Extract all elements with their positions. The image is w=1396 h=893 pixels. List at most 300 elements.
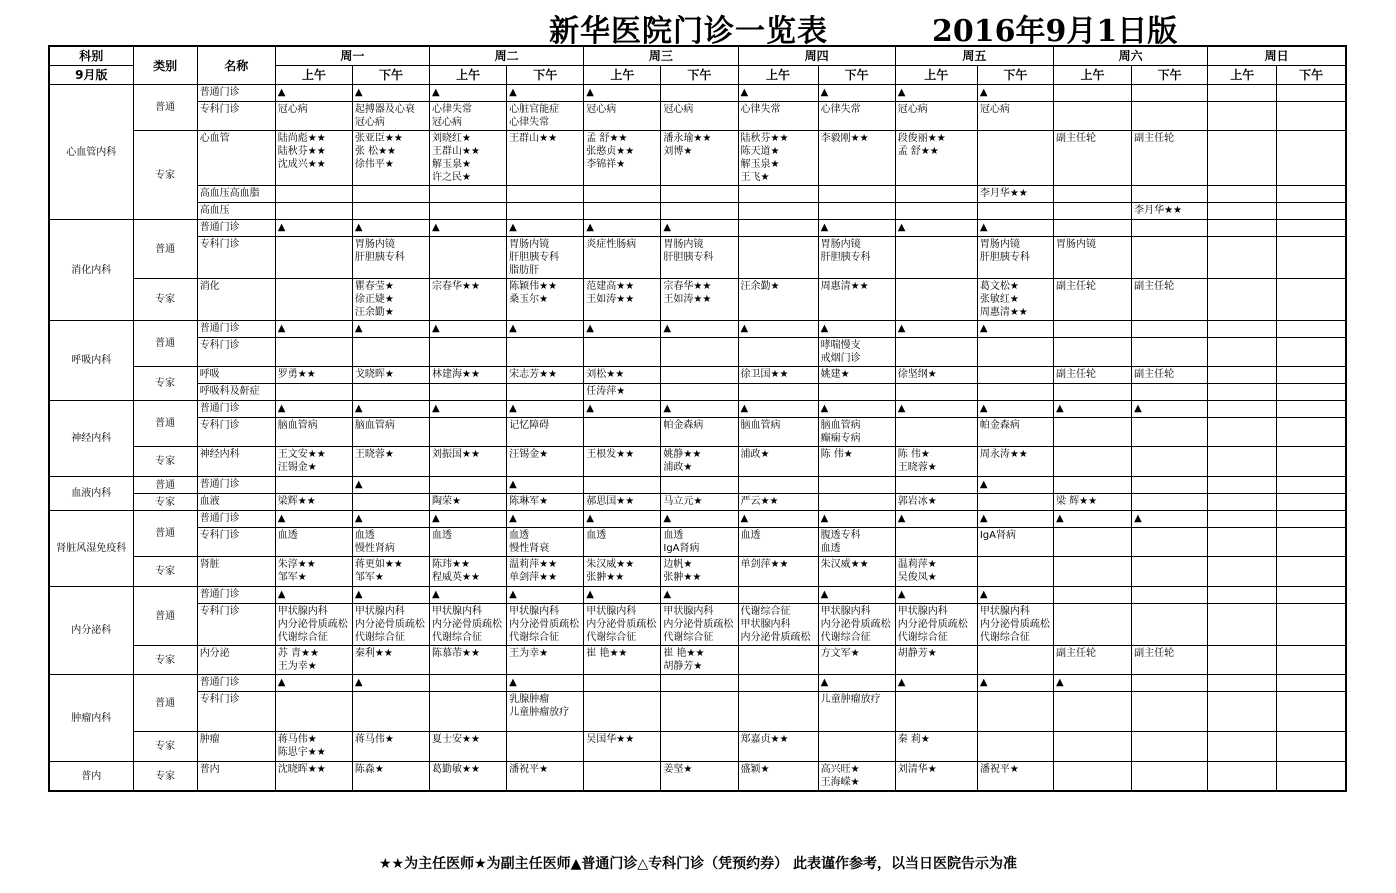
schedule-cell <box>430 692 507 732</box>
table-row <box>49 338 1346 367</box>
schedule-cell: 徐卫国★★ <box>738 367 818 384</box>
schedule-cell: ▲ <box>661 587 738 604</box>
schedule-cell <box>738 384 818 401</box>
schedule-cell: ▲ <box>275 220 352 237</box>
schedule-cell: ▲ <box>895 587 977 604</box>
schedule-cell <box>430 203 507 220</box>
schedule-cell: 陈 伟★ 王晓蓉★ <box>895 447 977 477</box>
schedule-cell: 血透 <box>430 528 507 557</box>
category-cell: 专家 <box>133 762 197 792</box>
clinic-name-cell: 肿瘤 <box>197 732 275 762</box>
category-cell: 专家 <box>133 494 197 511</box>
schedule-cell <box>430 384 507 401</box>
clinic-name-cell: 普通门诊 <box>197 587 275 604</box>
schedule-cell: 沈晓晖★★ <box>275 762 352 792</box>
schedule-cell: 单剑萍★★ <box>738 557 818 587</box>
header-pm: 下午 <box>507 66 584 85</box>
schedule-cell <box>977 131 1053 186</box>
schedule-cell <box>1053 587 1131 604</box>
schedule-cell: 李毅刚★★ <box>818 131 895 186</box>
schedule-cell: ▲ <box>584 587 661 604</box>
schedule-cell <box>1277 367 1346 384</box>
schedule-cell: 浦政★ <box>738 447 818 477</box>
schedule-cell: 副主任轮 <box>1053 279 1131 321</box>
schedule-cell <box>1132 85 1208 102</box>
schedule-cell: 郝思国★★ <box>584 494 661 511</box>
footer-legend: ★★为主任医师★为副主任医师▲普通门诊△专科门诊（凭预约券） 此表谨作参考，以当日医院告示为准 <box>378 856 1018 872</box>
schedule-cell <box>895 528 977 557</box>
schedule-cell: 张亚臣★★ 张 松★★ 徐伟平★ <box>352 131 429 186</box>
header-day: 周一 <box>275 46 429 66</box>
schedule-cell <box>275 692 352 732</box>
schedule-cell: 陆尚彪★★ 陆秋芬★★ 沈成兴★★ <box>275 131 352 186</box>
schedule-cell <box>977 692 1053 732</box>
schedule-cell: 乳腺肿瘤 儿童肿瘤放疗 <box>507 692 584 732</box>
schedule-cell: 严云★★ <box>738 494 818 511</box>
category-cell: 专家 <box>133 279 197 321</box>
schedule-cell: ▲ <box>430 401 507 418</box>
header-day: 周二 <box>430 46 584 66</box>
table-row <box>49 418 1346 447</box>
schedule-cell <box>895 186 977 203</box>
category-cell: 专家 <box>133 646 197 675</box>
schedule-cell <box>738 587 818 604</box>
schedule-cell <box>1053 203 1131 220</box>
schedule-cell: 副主任轮 <box>1053 131 1131 186</box>
header-am: 上午 <box>584 66 661 85</box>
schedule-cell <box>1277 203 1346 220</box>
header-edition: 9月版 <box>49 66 133 85</box>
schedule-cell: ▲ <box>977 401 1053 418</box>
schedule-cell <box>1053 321 1131 338</box>
clinic-name-cell: 普通门诊 <box>197 511 275 528</box>
schedule-cell: ▲ <box>275 401 352 418</box>
header-am: 上午 <box>1053 66 1131 85</box>
schedule-cell <box>1277 102 1346 131</box>
table-row <box>49 85 1346 102</box>
schedule-cell: 刘松★★ <box>584 367 661 384</box>
schedule-cell <box>895 237 977 279</box>
clinic-name-cell: 普通门诊 <box>197 220 275 237</box>
schedule-cell: 宋志芳★★ <box>507 367 584 384</box>
table-row <box>49 220 1346 237</box>
schedule-cell: 边帆★ 张翀★★ <box>661 557 738 587</box>
schedule-cell: 心律失常 冠心病 <box>430 102 507 131</box>
schedule-cell <box>1053 447 1131 477</box>
schedule-cell: 心律失常 <box>738 102 818 131</box>
dept-cell: 神经内科 <box>49 401 133 477</box>
schedule-cell: ▲ <box>275 587 352 604</box>
schedule-cell: 潘祝平★ <box>977 762 1053 792</box>
schedule-cell: 冠心病 <box>895 102 977 131</box>
schedule-cell <box>275 279 352 321</box>
header-name: 名称 <box>197 46 275 85</box>
schedule-cell <box>1277 604 1346 646</box>
schedule-cell: 脑血管病 <box>275 418 352 447</box>
schedule-cell: 甲状腺内科 内分泌骨质疏松 代谢综合征 <box>818 604 895 646</box>
schedule-cell: 胃肠内镜 肝胆胰专科 <box>661 237 738 279</box>
category-cell: 普通 <box>133 85 197 131</box>
schedule-cell: 周永涛★★ <box>977 447 1053 477</box>
header-am: 上午 <box>895 66 977 85</box>
schedule-cell <box>1132 557 1208 587</box>
schedule-cell <box>661 477 738 494</box>
schedule-cell: 葛文松★ 张敏红★ 周惠清★★ <box>977 279 1053 321</box>
schedule-cell: 陈慕芾★★ <box>430 646 507 675</box>
table-row <box>49 384 1346 401</box>
schedule-cell <box>661 85 738 102</box>
schedule-cell <box>507 203 584 220</box>
schedule-cell: 王为幸★ <box>507 646 584 675</box>
schedule-cell <box>352 186 429 203</box>
schedule-cell <box>661 367 738 384</box>
header-pm: 下午 <box>977 66 1053 85</box>
clinic-name-cell: 心血管 <box>197 131 275 186</box>
table-row <box>49 762 1346 792</box>
schedule-cell <box>1132 321 1208 338</box>
dept-cell: 血液内科 <box>49 477 133 511</box>
schedule-cell: 盛颖★ <box>738 762 818 792</box>
schedule-cell: 刘清华★ <box>895 762 977 792</box>
schedule-cell <box>352 384 429 401</box>
schedule-cell <box>1277 762 1346 792</box>
schedule-cell <box>818 384 895 401</box>
schedule-cell: 哮喘慢支 戒烟门诊 <box>818 338 895 367</box>
schedule-cell: ▲ <box>430 220 507 237</box>
clinic-name-cell: 普内 <box>197 762 275 792</box>
schedule-cell: 方文军★ <box>818 646 895 675</box>
schedule-cell: ▲ <box>977 321 1053 338</box>
table-row <box>49 587 1346 604</box>
header-pm: 下午 <box>352 66 429 85</box>
schedule-cell <box>1277 447 1346 477</box>
schedule-cell: ▲ <box>661 401 738 418</box>
header-day: 周三 <box>584 46 738 66</box>
schedule-cell <box>1208 732 1277 762</box>
schedule-cell: ▲ <box>895 220 977 237</box>
schedule-cell: 王根发★★ <box>584 447 661 477</box>
schedule-cell <box>1208 237 1277 279</box>
clinic-name-cell: 消化 <box>197 279 275 321</box>
header-pm: 下午 <box>1277 66 1346 85</box>
schedule-cell: ▲ <box>1053 675 1131 692</box>
schedule-cell <box>1053 762 1131 792</box>
schedule-cell <box>1277 321 1346 338</box>
dept-cell: 心血管内科 <box>49 85 133 220</box>
schedule-cell <box>507 384 584 401</box>
schedule-cell <box>507 186 584 203</box>
category-cell: 专家 <box>133 732 197 762</box>
schedule-cell <box>818 494 895 511</box>
schedule-cell <box>1208 203 1277 220</box>
page-title <box>0 6 1396 49</box>
table-row <box>49 494 1346 511</box>
schedule-cell: ▲ <box>977 85 1053 102</box>
schedule-cell: 蒋更如★★ 邹军★ <box>352 557 429 587</box>
schedule-cell: 刘振国★★ <box>430 447 507 477</box>
schedule-cell <box>977 338 1053 367</box>
clinic-name-cell: 内分泌 <box>197 646 275 675</box>
schedule-cell: ▲ <box>738 511 818 528</box>
schedule-cell: ▲ <box>430 587 507 604</box>
clinic-name-cell: 专科门诊 <box>197 528 275 557</box>
schedule-cell <box>895 203 977 220</box>
table-row <box>49 477 1346 494</box>
clinic-name-cell: 普通门诊 <box>197 85 275 102</box>
schedule-cell <box>738 338 818 367</box>
schedule-cell: ▲ <box>738 401 818 418</box>
header-pm: 下午 <box>1132 66 1208 85</box>
schedule-cell: ▲ <box>507 587 584 604</box>
table-row <box>49 401 1346 418</box>
schedule-cell: 陈淼★ <box>352 762 429 792</box>
schedule-cell: 甲状腺内科 内分泌骨质疏松 代谢综合征 <box>661 604 738 646</box>
schedule-cell <box>738 203 818 220</box>
schedule-cell: 甲状腺内科 内分泌骨质疏松 代谢综合征 <box>430 604 507 646</box>
schedule-cell: ▲ <box>507 85 584 102</box>
table-row <box>49 447 1346 477</box>
schedule-cell <box>1053 528 1131 557</box>
schedule-cell: 副主任轮 <box>1053 646 1131 675</box>
schedule-cell <box>584 762 661 792</box>
schedule-cell: ▲ <box>584 220 661 237</box>
schedule-cell <box>1277 338 1346 367</box>
category-cell: 普通 <box>133 401 197 447</box>
schedule-cell: ▲ <box>818 220 895 237</box>
schedule-cell <box>661 732 738 762</box>
category-cell: 普通 <box>133 321 197 367</box>
schedule-cell <box>1132 220 1208 237</box>
header-am: 上午 <box>1208 66 1277 85</box>
schedule-cell: ▲ <box>430 85 507 102</box>
schedule-cell: 甲状腺内科 内分泌骨质疏松 代谢综合征 <box>895 604 977 646</box>
table-row <box>49 675 1346 692</box>
table-row <box>49 692 1346 732</box>
header-am: 上午 <box>738 66 818 85</box>
schedule-cell: 段俊丽★★ 孟 舒★★ <box>895 131 977 186</box>
schedule-cell: 李月华★★ <box>1132 203 1208 220</box>
schedule-cell <box>895 692 977 732</box>
clinic-name-cell: 专科门诊 <box>197 237 275 279</box>
schedule-cell <box>584 477 661 494</box>
schedule-cell <box>1277 675 1346 692</box>
schedule-cell <box>1208 557 1277 587</box>
schedule-cell: 苏 青★★ 王为幸★ <box>275 646 352 675</box>
schedule-cell: 脑血管病 <box>352 418 429 447</box>
schedule-cell: ▲ <box>661 220 738 237</box>
header-pm: 下午 <box>661 66 738 85</box>
clinic-name-cell: 高血压 <box>197 203 275 220</box>
schedule-cell: 姚静★★ 浦政★ <box>661 447 738 477</box>
schedule-cell: ▲ <box>352 587 429 604</box>
schedule-cell: ▲ <box>507 675 584 692</box>
schedule-cell <box>430 477 507 494</box>
schedule-cell <box>584 338 661 367</box>
schedule-cell <box>275 384 352 401</box>
schedule-cell <box>895 418 977 447</box>
schedule-cell: ▲ <box>895 85 977 102</box>
schedule-cell <box>1132 692 1208 732</box>
schedule-cell: 孟 舒★★ 张憨贞★★ 李锦祥★ <box>584 131 661 186</box>
schedule-cell: 姜坚★ <box>661 762 738 792</box>
clinic-name-cell: 呼吸 <box>197 367 275 384</box>
schedule-cell <box>1053 557 1131 587</box>
schedule-cell <box>1053 692 1131 732</box>
schedule-cell <box>818 732 895 762</box>
schedule-cell: 朱汉威★★ 张翀★★ <box>584 557 661 587</box>
schedule-cell: 甲状腺内科 内分泌骨质疏松 代谢综合征 <box>977 604 1053 646</box>
header-pm: 下午 <box>818 66 895 85</box>
schedule-cell <box>661 675 738 692</box>
schedule-cell: 甲状腺内科 内分泌骨质疏松 代谢综合征 <box>352 604 429 646</box>
schedule-cell: 冠心病 <box>977 102 1053 131</box>
schedule-cell <box>1277 646 1346 675</box>
schedule-cell <box>977 732 1053 762</box>
schedule-cell: ▲ <box>352 675 429 692</box>
schedule-cell <box>661 338 738 367</box>
schedule-cell: 郑嘉贞★★ <box>738 732 818 762</box>
schedule-cell: ▲ <box>977 511 1053 528</box>
schedule-cell <box>977 494 1053 511</box>
schedule-cell: 温莉萍★★ 单剑萍★★ <box>507 557 584 587</box>
dept-cell: 肾脏风湿免疫科 <box>49 511 133 587</box>
schedule-cell: 胡静芳★ <box>895 646 977 675</box>
schedule-cell: 王群山★★ <box>507 131 584 186</box>
schedule-cell <box>1277 401 1346 418</box>
schedule-cell <box>1053 732 1131 762</box>
category-cell: 专家 <box>133 367 197 401</box>
schedule-cell: 汪锡金★ <box>507 447 584 477</box>
schedule-cell: 林建海★★ <box>430 367 507 384</box>
schedule-cell: 朱淳★★ 邹军★ <box>275 557 352 587</box>
schedule-cell: ▲ <box>584 401 661 418</box>
schedule-cell: ▲ <box>738 321 818 338</box>
schedule-cell: 梁辉★★ <box>275 494 352 511</box>
schedule-cell <box>1208 447 1277 477</box>
schedule-cell <box>1208 477 1277 494</box>
schedule-cell <box>1053 384 1131 401</box>
schedule-cell: 任涛萍★ <box>584 384 661 401</box>
schedule-cell: 血透 <box>738 528 818 557</box>
schedule-cell: 胃肠内镜 肝胆胰专科 <box>818 237 895 279</box>
schedule-cell <box>818 186 895 203</box>
schedule-cell <box>1208 604 1277 646</box>
schedule-cell: ▲ <box>977 587 1053 604</box>
schedule-cell: ▲ <box>507 511 584 528</box>
schedule-cell <box>1053 186 1131 203</box>
schedule-cell <box>1277 85 1346 102</box>
clinic-name-cell: 专科门诊 <box>197 102 275 131</box>
schedule-cell <box>1208 762 1277 792</box>
schedule-cell: 夏士安★★ <box>430 732 507 762</box>
schedule-cell: ▲ <box>275 675 352 692</box>
schedule-cell <box>895 338 977 367</box>
schedule-cell <box>1132 675 1208 692</box>
schedule-cell: ▲ <box>738 85 818 102</box>
schedule-cell: 陈 伟★ <box>818 447 895 477</box>
schedule-cell: 葛勤敏★★ <box>430 762 507 792</box>
header-am: 上午 <box>430 66 507 85</box>
header-day: 周日 <box>1208 46 1346 66</box>
schedule-cell: ▲ <box>1132 401 1208 418</box>
schedule-cell <box>352 203 429 220</box>
schedule-cell <box>895 477 977 494</box>
schedule-cell: 崔 艳★★ <box>584 646 661 675</box>
schedule-cell: 潘永瑜★★ 刘博★ <box>661 131 738 186</box>
header-day: 周五 <box>895 46 1053 66</box>
category-cell: 普通 <box>133 587 197 646</box>
schedule-cell <box>1053 85 1131 102</box>
schedule-cell <box>430 186 507 203</box>
category-cell: 普通 <box>133 220 197 279</box>
table-row <box>49 604 1346 646</box>
schedule-cell: 蒋马伟★ <box>352 732 429 762</box>
schedule-cell <box>977 384 1053 401</box>
dept-cell: 肿瘤内科 <box>49 675 133 762</box>
schedule-cell <box>1277 692 1346 732</box>
schedule-cell: 温莉萍★ 吴俊凤★ <box>895 557 977 587</box>
schedule-cell <box>275 477 352 494</box>
schedule-cell: 心律失常 <box>818 102 895 131</box>
clinic-name-cell: 血液 <box>197 494 275 511</box>
schedule-cell: ▲ <box>977 477 1053 494</box>
schedule-cell <box>1053 477 1131 494</box>
clinic-name-cell: 呼吸科及鼾症 <box>197 384 275 401</box>
schedule-cell: 罗勇★★ <box>275 367 352 384</box>
schedule-cell: 蒋马伟★ 陈思宇★★ <box>275 732 352 762</box>
schedule-cell <box>430 675 507 692</box>
schedule-cell: 陈琳军★ <box>507 494 584 511</box>
schedule-cell: 胃肠内镜 肝胆胰专科 <box>352 237 429 279</box>
schedule-cell <box>1208 102 1277 131</box>
clinic-name-cell: 普通门诊 <box>197 401 275 418</box>
schedule-cell: 副主任轮 <box>1053 367 1131 384</box>
schedule-cell <box>352 338 429 367</box>
table-row <box>49 203 1346 220</box>
schedule-cell: ▲ <box>584 511 661 528</box>
schedule-cell: 王文安★★ 汪锡金★ <box>275 447 352 477</box>
schedule-cell <box>275 237 352 279</box>
schedule-cell <box>1208 528 1277 557</box>
schedule-cell: 血透 <box>275 528 352 557</box>
schedule-cell <box>1132 237 1208 279</box>
schedule-cell: ▲ <box>895 675 977 692</box>
schedule-cell <box>1208 338 1277 367</box>
table-row <box>49 186 1346 203</box>
category-cell: 专家 <box>133 131 197 220</box>
schedule-cell <box>507 338 584 367</box>
title-edition: 2016年9月1日版 <box>932 14 1178 49</box>
clinic-name-cell: 专科门诊 <box>197 604 275 646</box>
schedule-cell: ▲ <box>977 675 1053 692</box>
schedule-cell <box>1132 587 1208 604</box>
schedule-cell: ▲ <box>275 511 352 528</box>
schedule-cell <box>1208 85 1277 102</box>
header-type: 类别 <box>133 46 197 85</box>
schedule-cell <box>1208 186 1277 203</box>
schedule-cell <box>1132 762 1208 792</box>
schedule-cell <box>1277 477 1346 494</box>
schedule-cell <box>1208 279 1277 321</box>
schedule-cell: 脑血管病 <box>738 418 818 447</box>
category-cell: 专家 <box>133 557 197 587</box>
table-row <box>49 279 1346 321</box>
schedule-cell: 副主任轮 <box>1132 646 1208 675</box>
schedule-cell: 血透 <box>584 528 661 557</box>
schedule-cell <box>275 338 352 367</box>
schedule-cell <box>661 186 738 203</box>
schedule-cell: 起搏器及心衰 冠心病 <box>352 102 429 131</box>
